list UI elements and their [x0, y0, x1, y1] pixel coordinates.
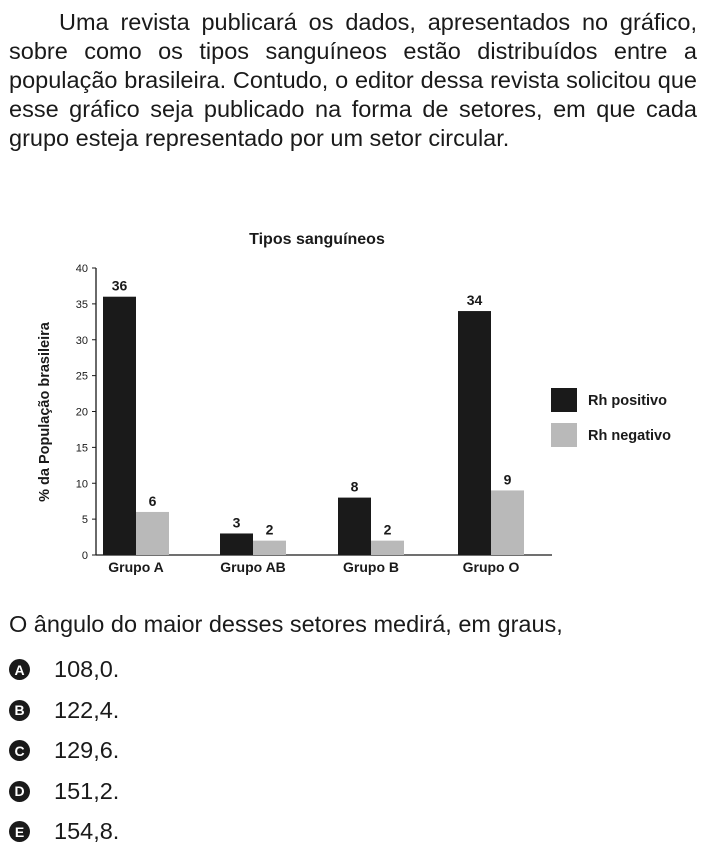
option-text: 108,0.: [54, 656, 120, 682]
legend-swatch: [551, 388, 577, 412]
y-tick-label: 5: [81, 514, 88, 527]
bar: [220, 533, 253, 555]
bar: [491, 490, 524, 555]
option-text: 129,6.: [54, 737, 120, 763]
bar: [136, 512, 169, 555]
legend-swatch: [551, 423, 577, 447]
bar-value-label: 2: [383, 521, 392, 538]
y-tick-label: 35: [75, 298, 88, 311]
option-a[interactable]: [9, 655, 119, 684]
blood-type-bar-chart: [0, 220, 705, 590]
legend-label: Rh positivo: [588, 393, 667, 409]
y-tick-label: 0: [81, 550, 88, 562]
category-label: Grupo A: [108, 559, 164, 575]
bar: [458, 311, 491, 555]
option-letter: A: [9, 659, 30, 680]
y-tick-label: 20: [75, 406, 88, 419]
option-d[interactable]: [9, 777, 119, 806]
bar-value-label: 3: [232, 514, 241, 531]
option-b[interactable]: [9, 696, 119, 725]
question-text: O ângulo do maior desses setores medirá, em graus,: [9, 611, 563, 637]
option-text: 151,2.: [54, 777, 120, 804]
y-tick-label: 40: [75, 263, 88, 275]
option-e[interactable]: [9, 817, 119, 846]
bar-value-label: 2: [265, 521, 274, 538]
category-label: Grupo AB: [220, 559, 286, 575]
intro-paragraph: Uma revista publicará os dados, apresentados no gráfico, sobre como os tipos sanguíneos estão distribuídos entre a população brasileira. Contudo, o editor dessa revista solicitou que esse gráfico seja publicado na forma de setores, em que cada grupo esteja representado por um setor circular.: [9, 9, 697, 151]
answer-options: [9, 655, 119, 858]
bar: [253, 541, 286, 555]
category-label: Grupo O: [462, 559, 520, 575]
bar-value-label: 34: [466, 292, 483, 309]
bar: [103, 297, 136, 555]
option-letter: D: [9, 781, 30, 802]
option-c[interactable]: [9, 736, 119, 765]
option-letter: B: [9, 700, 30, 721]
bar-value-label: 8: [350, 478, 359, 495]
bar-value-label: 9: [503, 471, 512, 488]
legend-label: Rh negativo: [588, 428, 671, 444]
option-text: 154,8.: [54, 818, 120, 844]
y-tick-label: 10: [75, 478, 88, 491]
chart-title: Tipos sanguíneos: [249, 231, 385, 248]
y-tick-label: 25: [75, 370, 88, 383]
y-tick-label: 15: [75, 442, 88, 455]
bar-value-label: 6: [148, 492, 157, 509]
option-letter: E: [9, 821, 30, 842]
category-label: Grupo B: [343, 559, 399, 575]
option-letter: C: [9, 740, 30, 761]
bar-value-label: 36: [111, 277, 128, 294]
y-tick-label: 30: [75, 334, 88, 347]
bar: [371, 541, 404, 555]
bar: [338, 498, 371, 555]
option-text: 122,4.: [54, 696, 120, 723]
y-axis-label: % da População brasileira: [37, 322, 53, 502]
